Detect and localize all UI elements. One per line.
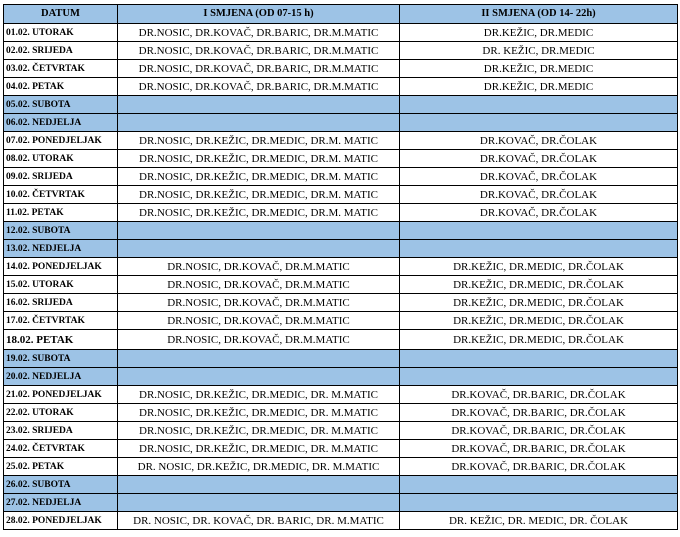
shift-2-cell: DR.KEŽIC, DR.MEDIC [400, 24, 678, 42]
date-cell: 05.02. SUBOTA [4, 96, 118, 114]
date-cell: 03.02. ČETVRTAK [4, 60, 118, 78]
header-shift-1: I SMJENA (OD 07-15 h) [118, 5, 400, 24]
weekend-row [4, 476, 678, 494]
date-cell: 12.02. SUBOTA [4, 222, 118, 240]
date-cell: 23.02. SRIJEDA [4, 422, 118, 440]
shift-1-cell: DR.NOSIC, DR.KEŽIC, DR.MEDIC, DR.M. MATIC [118, 150, 400, 168]
shift-1-cell: DR.NOSIC, DR.KOVAČ, DR.BARIC, DR.M.MATIC [118, 78, 400, 96]
weekend-row [4, 368, 678, 386]
shift-1-cell: DR.NOSIC, DR.KEŽIC, DR.MEDIC, DR.M. MATIC [118, 186, 400, 204]
date-cell: 16.02. SRIJEDA [4, 294, 118, 312]
shift-1-cell: DR.NOSIC, DR.KEŽIC, DR.MEDIC, DR. M.MATIC [118, 386, 400, 404]
table-row [4, 24, 678, 42]
shift-2-cell: DR.KOVAČ, DR.ČOLAK [400, 150, 678, 168]
shift-2-cell [400, 368, 678, 386]
shift-1-cell: DR. NOSIC, DR.KEŽIC, DR.MEDIC, DR. M.MATIC [118, 458, 400, 476]
weekend-row [4, 494, 678, 512]
shift-2-cell: DR.KEŽIC, DR.MEDIC, DR.ČOLAK [400, 312, 678, 330]
shift-1-cell: DR.NOSIC, DR.KOVAČ, DR.M.MATIC [118, 258, 400, 276]
shift-1-cell [118, 240, 400, 258]
header-shift-2: II SMJENA (OD 14- 22h) [400, 5, 678, 24]
shift-2-cell: DR.KEŽIC, DR.MEDIC, DR.ČOLAK [400, 330, 678, 350]
date-cell: 28.02. PONEDJELJAK [4, 512, 118, 530]
table-row [4, 294, 678, 312]
shift-1-cell [118, 476, 400, 494]
date-cell: 07.02. PONEDJELJAK [4, 132, 118, 150]
weekend-row [4, 240, 678, 258]
table-row [4, 330, 678, 350]
shift-1-cell: DR.NOSIC, DR.KOVAČ, DR.M.MATIC [118, 276, 400, 294]
shift-1-cell: DR.NOSIC, DR.KOVAČ, DR.BARIC, DR.M.MATIC [118, 60, 400, 78]
shift-2-cell: DR.KOVAČ, DR.ČOLAK [400, 204, 678, 222]
table-row [4, 512, 678, 530]
shift-1-cell: DR. NOSIC, DR. KOVAČ, DR. BARIC, DR. M.MATIC [118, 512, 400, 530]
shift-1-cell: DR.NOSIC, DR.KOVAČ, DR.M.MATIC [118, 330, 400, 350]
table-row [4, 78, 678, 96]
shift-2-cell: DR.KOVAČ, DR.BARIC, DR.ČOLAK [400, 404, 678, 422]
shift-2-cell: DR.KEŽIC, DR.MEDIC [400, 60, 678, 78]
schedule-body [4, 24, 678, 530]
shift-2-cell [400, 114, 678, 132]
date-cell: 24.02. ČETVRTAK [4, 440, 118, 458]
table-row [4, 404, 678, 422]
shift-2-cell: DR.KOVAČ, DR.ČOLAK [400, 168, 678, 186]
table-row [4, 150, 678, 168]
header-row [4, 5, 678, 24]
date-cell: 26.02. SUBOTA [4, 476, 118, 494]
header-date: DATUM [4, 5, 118, 24]
table-row [4, 458, 678, 476]
table-row [4, 132, 678, 150]
shift-2-cell [400, 494, 678, 512]
date-cell: 09.02. SRIJEDA [4, 168, 118, 186]
shift-1-cell: DR.NOSIC, DR.KEŽIC, DR.MEDIC, DR.M. MATIC [118, 132, 400, 150]
date-cell: 04.02. PETAK [4, 78, 118, 96]
date-cell: 18.02. PETAK [4, 330, 118, 350]
date-cell: 06.02. NEDJELJA [4, 114, 118, 132]
shift-1-cell [118, 368, 400, 386]
shift-2-cell [400, 350, 678, 368]
date-cell: 15.02. UTORAK [4, 276, 118, 294]
table-row [4, 422, 678, 440]
table-row [4, 386, 678, 404]
date-cell: 02.02. SRIJEDA [4, 42, 118, 60]
shift-1-cell: DR.NOSIC, DR.KEŽIC, DR.MEDIC, DR. M.MATIC [118, 404, 400, 422]
shift-1-cell: DR.NOSIC, DR.KOVAČ, DR.BARIC, DR.M.MATIC [118, 24, 400, 42]
shift-1-cell: DR.NOSIC, DR.KOVAČ, DR.M.MATIC [118, 312, 400, 330]
shift-2-cell: DR.KEŽIC, DR.MEDIC, DR.ČOLAK [400, 276, 678, 294]
date-cell: 01.02. UTORAK [4, 24, 118, 42]
shift-2-cell: DR.KOVAČ, DR.BARIC, DR.ČOLAK [400, 458, 678, 476]
date-cell: 14.02. PONEDJELJAK [4, 258, 118, 276]
date-cell: 27.02. NEDJELJA [4, 494, 118, 512]
date-cell: 10.02. ČETVRTAK [4, 186, 118, 204]
table-row [4, 440, 678, 458]
shift-2-cell: DR.KOVAČ, DR.ČOLAK [400, 186, 678, 204]
weekend-row [4, 96, 678, 114]
date-cell: 21.02. PONEDJELJAK [4, 386, 118, 404]
shift-1-cell [118, 222, 400, 240]
table-row [4, 186, 678, 204]
shift-2-cell [400, 476, 678, 494]
shift-2-cell: DR.KOVAČ, DR.ČOLAK [400, 132, 678, 150]
table-row [4, 276, 678, 294]
shift-2-cell: DR.KEŽIC, DR.MEDIC, DR.ČOLAK [400, 258, 678, 276]
shift-1-cell: DR.NOSIC, DR.KEŽIC, DR.MEDIC, DR. M.MATIC [118, 422, 400, 440]
table-row [4, 258, 678, 276]
date-cell: 13.02. NEDJELJA [4, 240, 118, 258]
shift-2-cell [400, 96, 678, 114]
shift-2-cell: DR. KEŽIC, DR.MEDIC [400, 42, 678, 60]
shift-1-cell: DR.NOSIC, DR.KOVAČ, DR.BARIC, DR.M.MATIC [118, 42, 400, 60]
table-row [4, 168, 678, 186]
shift-1-cell: DR.NOSIC, DR.KEŽIC, DR.MEDIC, DR. M.MATIC [118, 440, 400, 458]
schedule-container [3, 4, 678, 530]
date-cell: 19.02. SUBOTA [4, 350, 118, 368]
shift-2-cell: DR.KEŽIC, DR.MEDIC, DR.ČOLAK [400, 294, 678, 312]
shift-2-cell: DR.KOVAČ, DR.BARIC, DR.ČOLAK [400, 440, 678, 458]
weekend-row [4, 222, 678, 240]
date-cell: 25.02. PETAK [4, 458, 118, 476]
table-row [4, 204, 678, 222]
shift-2-cell [400, 222, 678, 240]
date-cell: 11.02. PETAK [4, 204, 118, 222]
table-row [4, 42, 678, 60]
shift-2-cell: DR.KOVAČ, DR.BARIC, DR.ČOLAK [400, 422, 678, 440]
shift-1-cell [118, 494, 400, 512]
date-cell: 17.02. ČETVRTAK [4, 312, 118, 330]
shift-2-cell: DR.KEŽIC, DR.MEDIC [400, 78, 678, 96]
shift-1-cell [118, 96, 400, 114]
date-cell: 22.02. UTORAK [4, 404, 118, 422]
shift-1-cell: DR.NOSIC, DR.KOVAČ, DR.M.MATIC [118, 294, 400, 312]
shift-1-cell [118, 350, 400, 368]
date-cell: 08.02. UTORAK [4, 150, 118, 168]
shift-2-cell: DR. KEŽIC, DR. MEDIC, DR. ČOLAK [400, 512, 678, 530]
date-cell: 20.02. NEDJELJA [4, 368, 118, 386]
shift-1-cell [118, 114, 400, 132]
weekend-row [4, 114, 678, 132]
table-row [4, 60, 678, 78]
shift-schedule-table [3, 4, 678, 530]
shift-1-cell: DR.NOSIC, DR.KEŽIC, DR.MEDIC, DR.M. MATIC [118, 204, 400, 222]
shift-2-cell: DR.KOVAČ, DR.BARIC, DR.ČOLAK [400, 386, 678, 404]
shift-2-cell [400, 240, 678, 258]
table-row [4, 312, 678, 330]
shift-1-cell: DR.NOSIC, DR.KEŽIC, DR.MEDIC, DR.M. MATIC [118, 168, 400, 186]
weekend-row [4, 350, 678, 368]
